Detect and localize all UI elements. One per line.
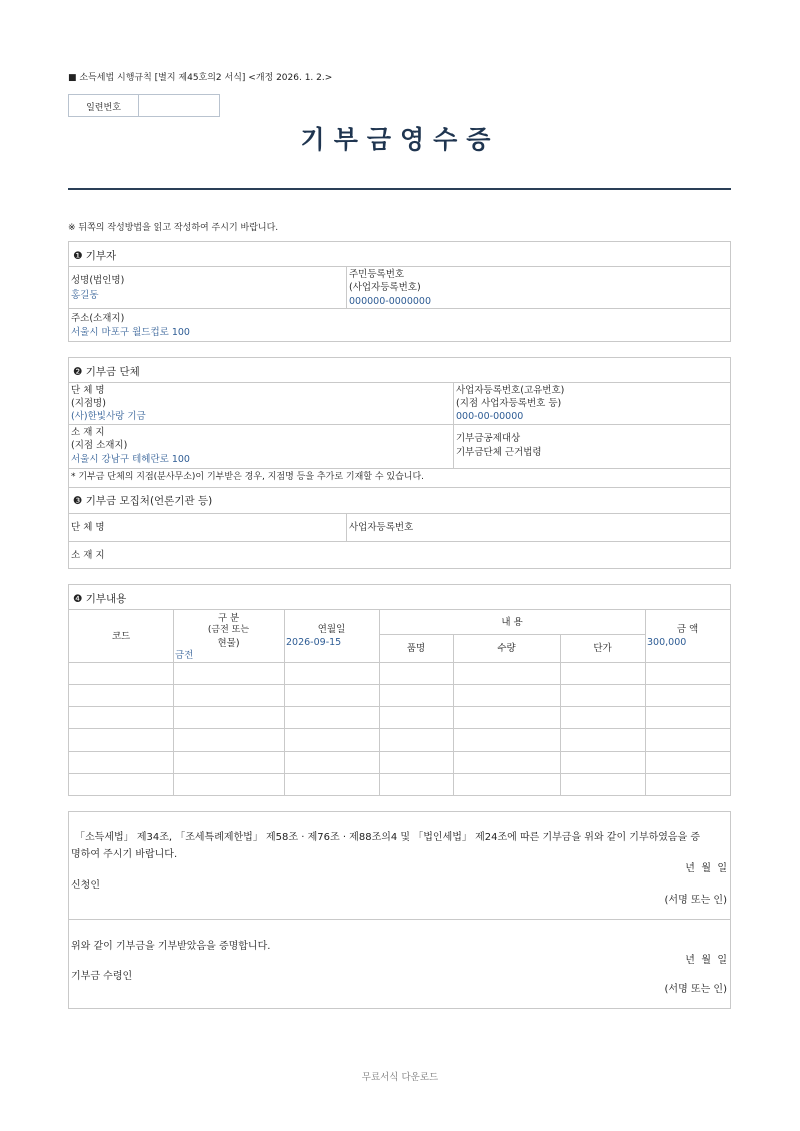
recipient-signature: (서명 또는 인) xyxy=(664,984,727,995)
organization-section xyxy=(68,357,731,569)
org-name-value: (사)한빛사랑 기금 xyxy=(71,411,146,422)
applicant-signature: (서명 또는 인) xyxy=(664,895,727,906)
col-type-header-sub2: 현물) xyxy=(217,638,240,649)
recipient-label: 기부금 수령인 xyxy=(71,971,133,982)
row1-date-value: 2026-09-15 xyxy=(286,637,342,648)
application-statement: 「소득세법」 제34조, 「조세특례제한법」 제58조 · 제76조 · 제88조의4 및 「법인세법」 제24조에 따른 기부금을 위와 같이 기부하였음을 증 xyxy=(75,832,701,843)
col-qty-header: 수량 xyxy=(497,643,516,654)
col-content-header: 내 용 xyxy=(501,617,523,628)
collector-name-label: 단 체 명 xyxy=(71,522,105,533)
row1-amount-value: 300,000 xyxy=(647,637,687,648)
serial-number-box xyxy=(68,94,220,117)
donor-id-value: 000000-0000000 xyxy=(349,296,432,307)
certification-section xyxy=(68,811,731,1009)
serial-number-label: 일련번호 xyxy=(86,103,121,113)
org-branch-note: * 기부금 단체의 지점(분사무소)이 기부받은 경우, 지점명 등을 추가로 기재할 수 있습니다. xyxy=(71,472,425,482)
donor-section xyxy=(68,241,731,342)
application-date: 년 월 일 xyxy=(685,863,727,874)
org-location-label-sub: (지점 소재지) xyxy=(71,440,128,451)
collector-reg-label: 사업자등록번호 xyxy=(349,522,414,533)
org-name-label: 단 체 명 xyxy=(71,385,105,396)
col-date-header: 연월일 xyxy=(317,624,346,635)
donor-id-label-sub: (사업자등록번호) xyxy=(349,282,421,293)
donor-address-value: 서울시 마포구 월드컵로 100 xyxy=(71,327,190,338)
writing-notice: ※ 뒤쪽의 작성방법을 읽고 작성하여 주시기 바랍니다. xyxy=(68,223,279,233)
receipt-date: 년 월 일 xyxy=(685,955,727,966)
org-basis-label: 기부금공제대상 xyxy=(456,433,521,444)
col-amount-header: 금 액 xyxy=(676,624,699,635)
row1-type-value: 금전 xyxy=(175,650,194,661)
col-unit-header: 단가 xyxy=(593,643,612,654)
org-name-label-sub: (지점명) xyxy=(71,398,106,409)
org-basis-label-sub: 기부금단체 근거법령 xyxy=(456,447,542,458)
form-reference: ■ 소득세법 시행규칙 [별지 제45호의2 서식] <개정 2026. 1. 2.> xyxy=(68,73,333,83)
collector-location-label: 소 재 지 xyxy=(71,550,105,561)
donor-name-label: 성명(법인명) xyxy=(71,275,125,286)
donor-section-title: ❶ 기부자 xyxy=(73,250,117,262)
details-section-title: ❹ 기부내용 xyxy=(73,593,127,605)
donor-name-value: 홍길동 xyxy=(71,290,99,301)
col-item-header: 품명 xyxy=(406,643,426,654)
applicant-label: 신청인 xyxy=(71,880,100,891)
donor-address-label: 주소(소재지) xyxy=(71,313,125,324)
title-divider xyxy=(68,188,731,190)
col-code-header: 코드 xyxy=(111,631,131,642)
org-reg-label-sub: (지점 사업자등록번호 등) xyxy=(456,398,562,409)
col-type-header: 구 분 xyxy=(217,613,240,624)
details-section xyxy=(68,584,731,796)
donor-id-label: 주민등록번호 xyxy=(349,269,405,280)
org-location-label: 소 재 지 xyxy=(71,427,105,438)
org-reg-label: 사업자등록번호(고유번호) xyxy=(456,385,565,396)
organization-section-title: ❷ 기부금 단체 xyxy=(73,366,140,378)
col-type-header-sub: (금전 또는 xyxy=(207,625,250,635)
footer-download-link[interactable]: 무료서식 다운로드 xyxy=(361,1072,439,1083)
application-statement-cont: 명하여 주시기 바랍니다. xyxy=(71,849,178,860)
receipt-statement: 위와 같이 기부금을 기부받았음을 증명합니다. xyxy=(71,941,271,952)
org-location-value: 서울시 강남구 테헤란로 100 xyxy=(71,454,190,465)
collector-section-title: ❸ 기부금 모집처(언론기관 등) xyxy=(73,495,213,507)
page-title: 기부금영수증 xyxy=(300,125,500,154)
org-reg-value: 000-00-00000 xyxy=(456,411,524,422)
